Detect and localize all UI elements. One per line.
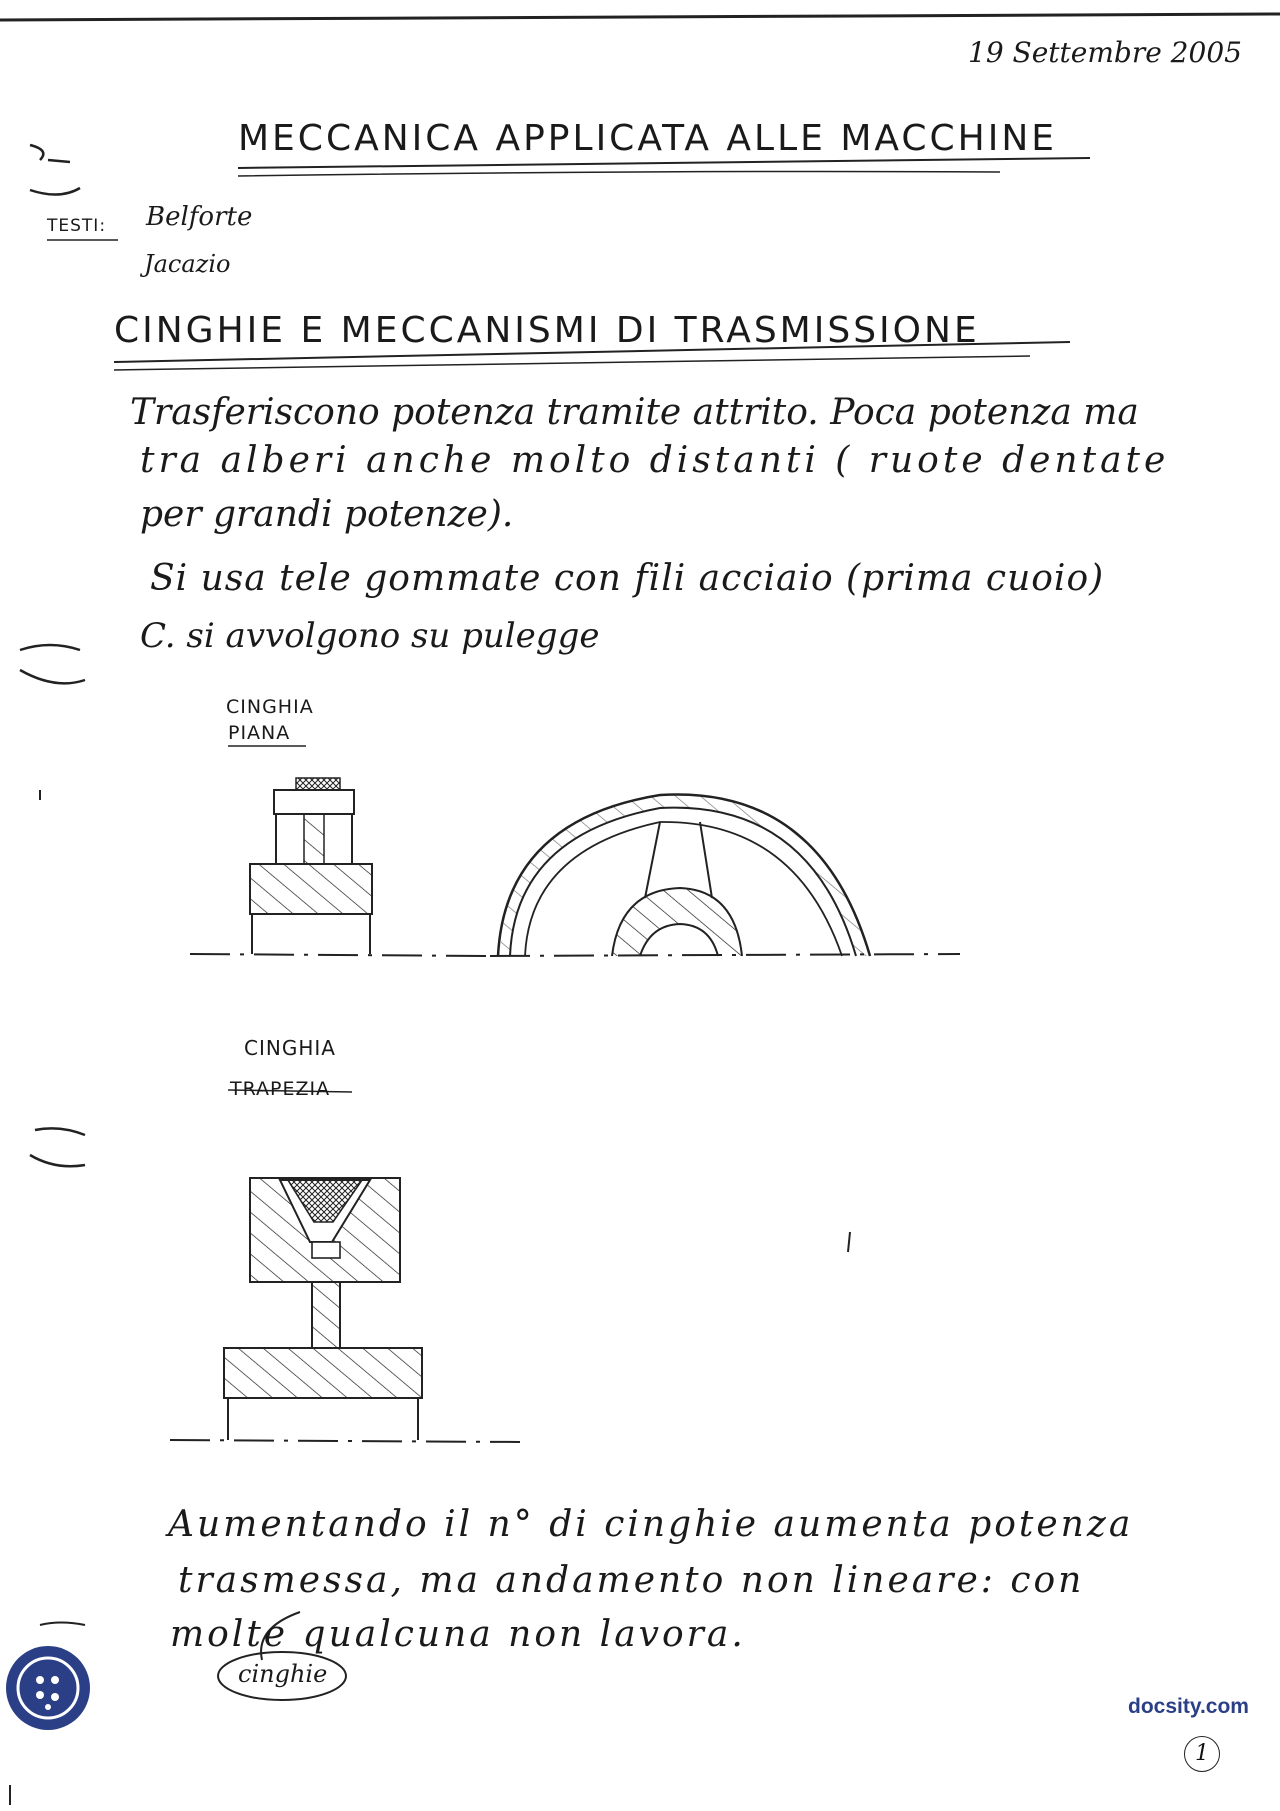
- figure1-label-line1: CINGHIA: [226, 696, 314, 718]
- section-title: CINGHIE E MECCANISMI DI TRASMISSIONE: [114, 310, 980, 351]
- figure2-label-line2: TRAPEZIA: [230, 1078, 331, 1100]
- paragraph1-line2: tra alberi anche molto distanti ( ruote dentate: [140, 440, 1170, 481]
- figure1-label-line2: PIANA: [228, 722, 291, 744]
- paragraph1-line3: per grandi potenze).: [140, 494, 514, 535]
- paragraph3-line2: trasmessa, ma andamento non lineare: con: [178, 1560, 1085, 1601]
- figure2-label-line1: CINGHIA: [244, 1036, 336, 1060]
- page-number: 1: [1184, 1736, 1220, 1772]
- annotation-cinghie: cinghie: [238, 1660, 328, 1688]
- brand-label[interactable]: docsity.com: [1128, 1695, 1249, 1718]
- paragraph2-line2: C. si avvolgono su pulegge: [140, 616, 600, 656]
- paragraph1-line1: Trasferiscono potenza tramite attrito. Poca potenza ma: [130, 392, 1139, 433]
- page-title: MECCANICA APPLICATA ALLE MACCHINE: [238, 118, 1058, 159]
- paragraph3-line3: molte qualcuna non lavora.: [170, 1614, 746, 1655]
- author-belforte: Belforte: [146, 202, 253, 232]
- paragraph2-line1: Si usa tele gommate con fili acciaio (prima cuoio): [150, 558, 1105, 599]
- texts-label: TESTI:: [47, 216, 107, 236]
- date: 19 Settembre 2005: [968, 36, 1242, 69]
- author-jacazio: Jacazio: [144, 250, 231, 278]
- paragraph3-line1: Aumentando il n° di cinghie aumenta potenza: [168, 1504, 1134, 1545]
